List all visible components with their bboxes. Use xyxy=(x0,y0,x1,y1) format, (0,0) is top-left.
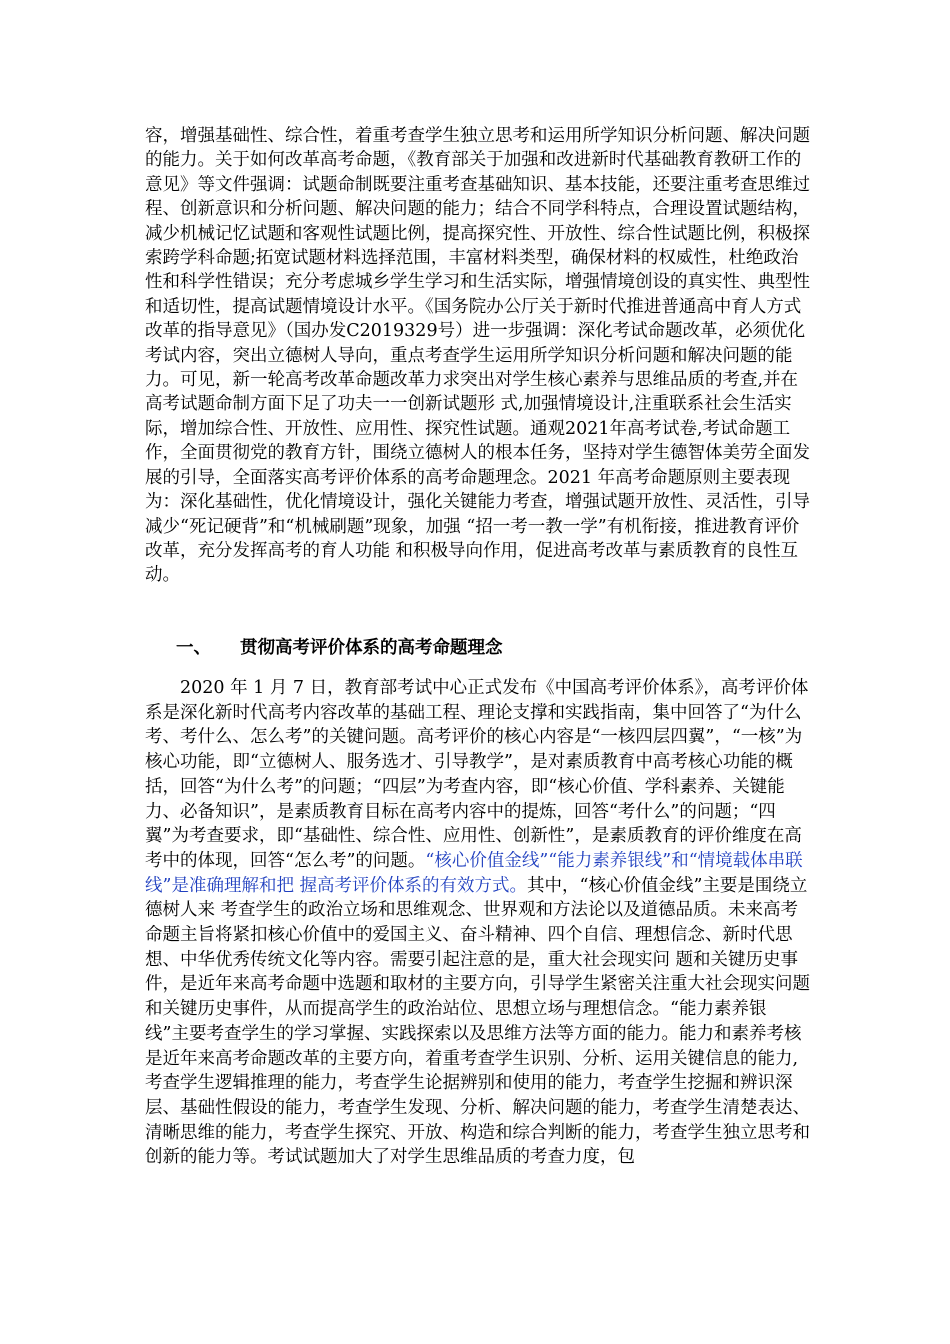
section-heading-number: 一、 xyxy=(176,638,211,658)
paragraph-2-highlight: “核心价值金线”“能力素养银线”和“情境载体串联线”是准确理解和把 握高考评价体系的有效方式。 xyxy=(145,850,803,896)
paragraph-1-text: 容，增强基础性、综合性，着重考查学生独立思考和运用所学知识分析问题、解决问题的能力。关于如何改革高考命题，《教育部关于加强和改进新时代基础教育教研工作的意见》等文件强调：试题命制既要注重考查基础知识、基本技能，还要注重考查思维过程、创新意识和分析问题、解决问题的能力；结合不同学科特点，合理设置试题结构，减少机械记忆试题和客观性试题比例，提高探究性、开放性、综合性试题比例，积极探索跨学科命题;拓宽试题材料选择范围，丰富材料类型，确保材料的权威性，杜绝政治性和科学性错误；充分考虑城乡学生学习和生活实际，增强情境创设的真实性、典型性和适切性，提高试题情境设计水平。《国务院办公厅关于新时代推进普通高中育人方式改革的指导意见》（国办发C2019329号）进一步强调：深化考试命题改革，必须优化考试内容，突出立德树人导向，重点考查学生运用所学知识分析问题和解决问题的能力。可见，新一轮高考改革命题改革力求突出对学生核心素养与思维品质的考查,并在高考试题命制方面下足了功夫一一创新试题形 式,加强情境设计,注重联系社会生活实际，增加综合性、开放性、应用性、探究性试题。通观2021年高考试卷,考试命题工作，全面贯彻党的教育方针，围绕立德树人的根本任务，坚持对学生德智体美劳全面发展的引导，全面落实高考评价体系的高考命题理念。2021 年高考命题原则主要表现为：深化基础性，优化情境设计，强化关键能力考查，增强试题开放性、灵活性，引导减少“死记硬背”和“机械刷题”现象，加强 “招一考一教一学”有机衔接，推进教育评价改革，充分发挥高考的育人功能 和积极导向作用，促进高考改革与素质教育的良性互动。 xyxy=(145,126,810,586)
section-heading xyxy=(176,636,816,660)
paragraph-2-text-a: 2020 年 1 月 7 日，教育部考试中心正式发布《中国高考评价体系》，高考评价体系是深化新时代高考内容改革的基础工程、理论支撑和实践指南，集中回答了“为什么考、考什么、怎么考”的关键问题。高考评价的核心内容是“一核四层四翼”，“一核”为核心功能，即“立德树人、服务选才、引导教学”，是对素质教育中高考核心功能的概括，回答“为什么考”的问题；“四层”为考查内容，即“核心价值、学科素养、关键能力、必备知识”，是素质教育目标在高考内容中的提炼，回答“考什么”的问题；“四翼”为考查要求，即“基础性、综合性、应用性、创新性”，是素质教育的评价维度在高考中的体现，回答“怎么考”的问题。 xyxy=(145,678,809,871)
section-heading-title: 贯彻高考评价体系的高考命题理念 xyxy=(240,638,503,658)
body-paragraph-2 xyxy=(145,676,810,1170)
paragraph-2-text-b: 其中，“核心价值金线”主要是围绕立德树人来 考查学生的政治立场和思维观念、世界观和方法论以及道德品质。未来高考命题主旨将紧扣核心价值中的爱国主义、奋斗精神、四个自信、理想信念、新时代思想、中华优秀传统文化等内容。需要引起注意的是，重大社会现实问 题和关键历史事件，是近年来高考命题中选题和取材的主要方向，引导学生紧密关注重大社会现实问题和关键历史事件，从而提高学生的政治站位、思想立场与理想信念。“能力素养银线”主要考查学生的学习掌握、实践探索以及思维方法等方面的能力。能力和素养考核是近年来高考命题改革的主要方向，着重考查学生识别、分析、运用关键信息的能力,考查学生逻辑推理的能力，考查学生论据辨别和使用的能力，考查学生挖掘和辨识深层、基础性假设的能力，考查学生发现、分析、解决问题的能力，考查学生清楚表达、清晰思维的能力，考查学生探究、开放、构造和综合判断的能力，考查学生独立思考和创新的能力等。考试试题加大了对学生思维品质的考查力度，包 xyxy=(145,875,810,1168)
body-paragraph-1 xyxy=(145,124,810,588)
